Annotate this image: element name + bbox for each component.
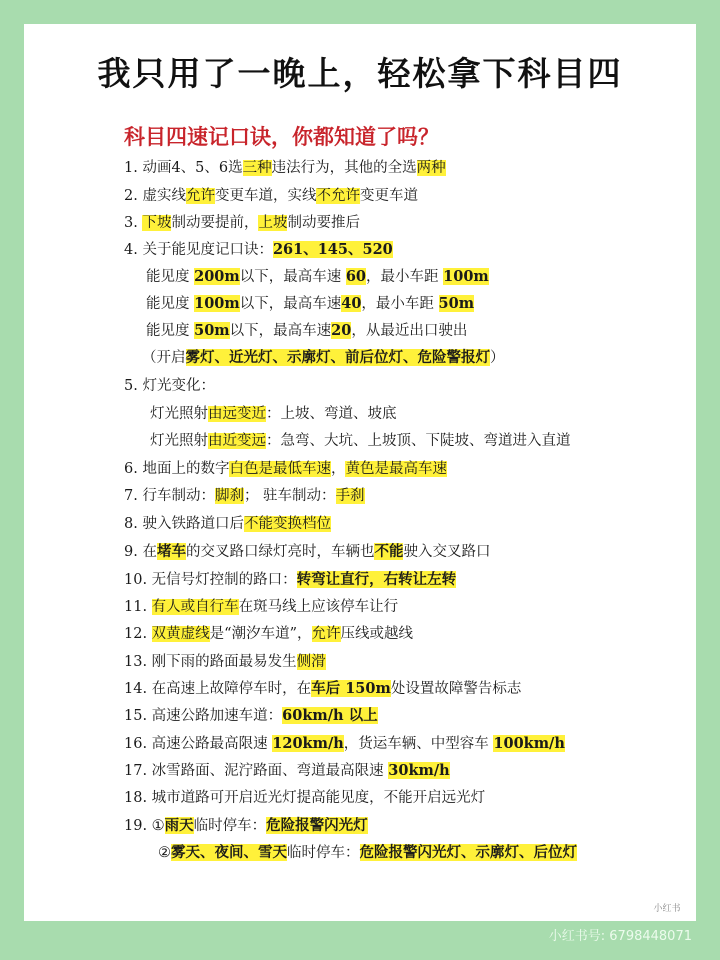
rule-text: 7. 行车制动：	[124, 488, 215, 504]
rule-line	[124, 542, 490, 562]
highlighted-text: 50m	[438, 295, 475, 312]
rule-text: 8. 驶入铁路道口后	[124, 516, 244, 532]
highlighted-text: 不能变换档位	[243, 516, 331, 532]
highlighted-text: 黄色是最高车速	[345, 461, 447, 477]
rule-line	[124, 624, 413, 644]
rule-text: 2. 虚实线	[124, 188, 186, 204]
rule-line	[146, 321, 467, 341]
rule-text: 16. 高速公路最高限速	[124, 736, 273, 752]
rule-line	[146, 267, 489, 287]
highlighted-text: 不允许	[316, 188, 360, 204]
document-page	[24, 24, 696, 921]
highlighted-text: 20	[331, 322, 352, 339]
rule-text: 17. 冰雪路面、泥泞路面、弯道最高限速	[124, 763, 389, 779]
watermark-text: 小红书号: 6798448071	[548, 929, 692, 944]
rule-line	[124, 376, 215, 396]
highlighted-text: 60km/h 以上	[282, 707, 378, 724]
rule-line	[124, 734, 565, 754]
rule-text: 19. ①	[124, 818, 165, 834]
rule-text: （开启	[142, 350, 186, 366]
highlighted-text: 允许	[185, 188, 215, 204]
rule-text: 3.	[124, 215, 143, 231]
rule-text: ②	[158, 845, 171, 861]
highlighted-text: 50m	[194, 322, 230, 339]
rule-line	[124, 816, 368, 836]
rule-text: 的交叉路口绿灯亮时，车辆也	[185, 544, 375, 560]
rule-text: 在斑马线上应该停车让行	[238, 599, 399, 615]
rule-text: ：急弯、大坑、上坡顶、下陡坡、弯道进入直道	[266, 433, 571, 449]
rule-text: ，从最近出口驶出	[351, 323, 468, 339]
rule-text: 制动要推后	[287, 215, 360, 231]
rule-line	[124, 679, 521, 699]
rule-line	[158, 843, 577, 863]
rule-text: 1. 动画4、5、6选	[124, 160, 243, 176]
rule-text: 13. 刚下雨的路面最易发生	[124, 654, 297, 670]
rule-line	[124, 597, 398, 617]
highlighted-text: 有人或自行车	[151, 599, 239, 615]
page-title: 我只用了一晚上，轻松拿下科目四	[97, 54, 623, 93]
highlighted-text: 由远变近	[208, 406, 266, 422]
rule-line	[124, 158, 446, 178]
highlighted-text: 雾天、夜间、雪天	[171, 844, 287, 861]
rule-text: ，	[330, 461, 346, 477]
rule-line	[124, 761, 450, 781]
highlighted-text: 脚刹	[214, 488, 244, 504]
highlighted-text: 三种	[242, 160, 272, 176]
rule-text: 5. 灯光变化：	[124, 378, 215, 394]
page-subtitle: 科目四速记口诀，你都知道了吗？	[124, 124, 439, 149]
rule-line	[124, 240, 393, 260]
rule-text: 灯光照射	[150, 433, 208, 449]
highlighted-text: 手刹	[335, 488, 365, 504]
highlighted-text: 危险报警闪光灯	[266, 817, 368, 834]
rule-line	[146, 294, 474, 314]
rule-text: 驶入交叉路口	[403, 544, 491, 560]
rule-text: 是“潮汐车道”，	[209, 626, 312, 642]
rule-line	[150, 431, 571, 451]
rule-text: ，最小车距	[366, 269, 444, 285]
highlighted-text: 允许	[311, 626, 341, 642]
rule-line	[124, 186, 418, 206]
highlighted-text: 两种	[416, 160, 446, 176]
rule-line	[124, 213, 360, 233]
highlighted-text: 雾灯、近光灯、示廓灯、前后位灯、危险警报灯	[185, 349, 490, 366]
rule-line	[124, 459, 447, 479]
rule-text: 9. 在	[124, 544, 157, 560]
rule-text: 处设置故障警告标志	[390, 681, 522, 697]
highlighted-text: 侧滑	[296, 654, 326, 670]
rule-line	[124, 486, 365, 506]
highlighted-text: 白色是最低车速	[229, 461, 331, 477]
rule-text: 以下，最高车速	[229, 323, 332, 339]
rule-text: 能见度	[146, 323, 195, 339]
rule-text: 临时停车：	[287, 845, 360, 861]
rule-text: 4. 关于能见度记口诀：	[124, 242, 273, 258]
highlighted-text: 不能	[374, 543, 404, 560]
rule-line	[124, 706, 378, 726]
rule-text: 变更车道	[359, 188, 418, 204]
rule-text: 变更车道，实线	[214, 188, 317, 204]
rule-text: ：上坡、弯道、坡底	[266, 406, 397, 422]
highlighted-text: 由近变远	[208, 433, 266, 449]
rule-text: 以下，最高车速	[239, 296, 342, 312]
rule-text: ，货运车辆、中型容车	[343, 736, 494, 752]
rule-text: 违法行为，其他的全选	[271, 160, 417, 176]
rule-text: 10. 无信号灯控制的路口：	[124, 572, 297, 588]
rule-line	[124, 570, 456, 590]
rule-line	[150, 404, 397, 424]
highlighted-text: 100m	[194, 295, 240, 312]
rule-text: 15. 高速公路加速车道：	[124, 708, 283, 724]
rule-line	[124, 652, 326, 672]
rule-text: ）	[490, 350, 505, 366]
rule-text: ，最小车距	[361, 296, 439, 312]
highlighted-text: 60	[345, 268, 367, 285]
highlighted-text: 30km/h	[388, 762, 450, 779]
highlighted-text: 下坡	[142, 215, 172, 231]
rule-line	[142, 348, 505, 368]
rule-text: 能见度	[146, 269, 195, 285]
rule-text: 临时停车：	[193, 818, 267, 834]
highlighted-text: 危险报警闪光灯、示廓灯、后位灯	[359, 844, 577, 861]
rule-line	[124, 788, 485, 808]
highlighted-text: 120km/h	[272, 735, 344, 752]
xiaohongshu-logo-icon: 小红书	[647, 900, 687, 918]
highlighted-text: 转弯让直行，右转让左转	[296, 571, 457, 588]
highlighted-text: 261、145、520	[272, 241, 393, 258]
rule-text: 灯光照射	[150, 406, 208, 422]
highlighted-text: 雨天	[164, 817, 194, 834]
rule-text: 以下，最高车速	[239, 269, 346, 285]
rule-text: 能见度	[146, 296, 195, 312]
rule-text: ； 驻车制动：	[243, 488, 336, 504]
rule-text: 18. 城市道路可开启近光灯提高能见度，不能开启远光灯	[124, 790, 486, 806]
rule-text: 压线或越线	[340, 626, 413, 642]
rule-text: 14. 在高速上故障停车时，在	[124, 681, 312, 697]
highlighted-text: 堵车	[156, 543, 186, 560]
rule-line	[124, 514, 331, 534]
highlighted-text: 双黄虚线	[151, 626, 210, 642]
rule-text: 12.	[124, 626, 152, 642]
rule-text: 11.	[124, 599, 152, 615]
highlighted-text: 上坡	[258, 215, 288, 231]
rule-text: 制动要提前，	[171, 215, 259, 231]
highlighted-text: 车后 150m	[311, 680, 391, 697]
rule-text: 6. 地面上的数字	[124, 461, 230, 477]
highlighted-text: 200m	[194, 268, 240, 285]
highlighted-text: 100m	[443, 268, 489, 285]
highlighted-text: 100km/h	[493, 735, 565, 752]
highlighted-text: 40	[341, 295, 362, 312]
